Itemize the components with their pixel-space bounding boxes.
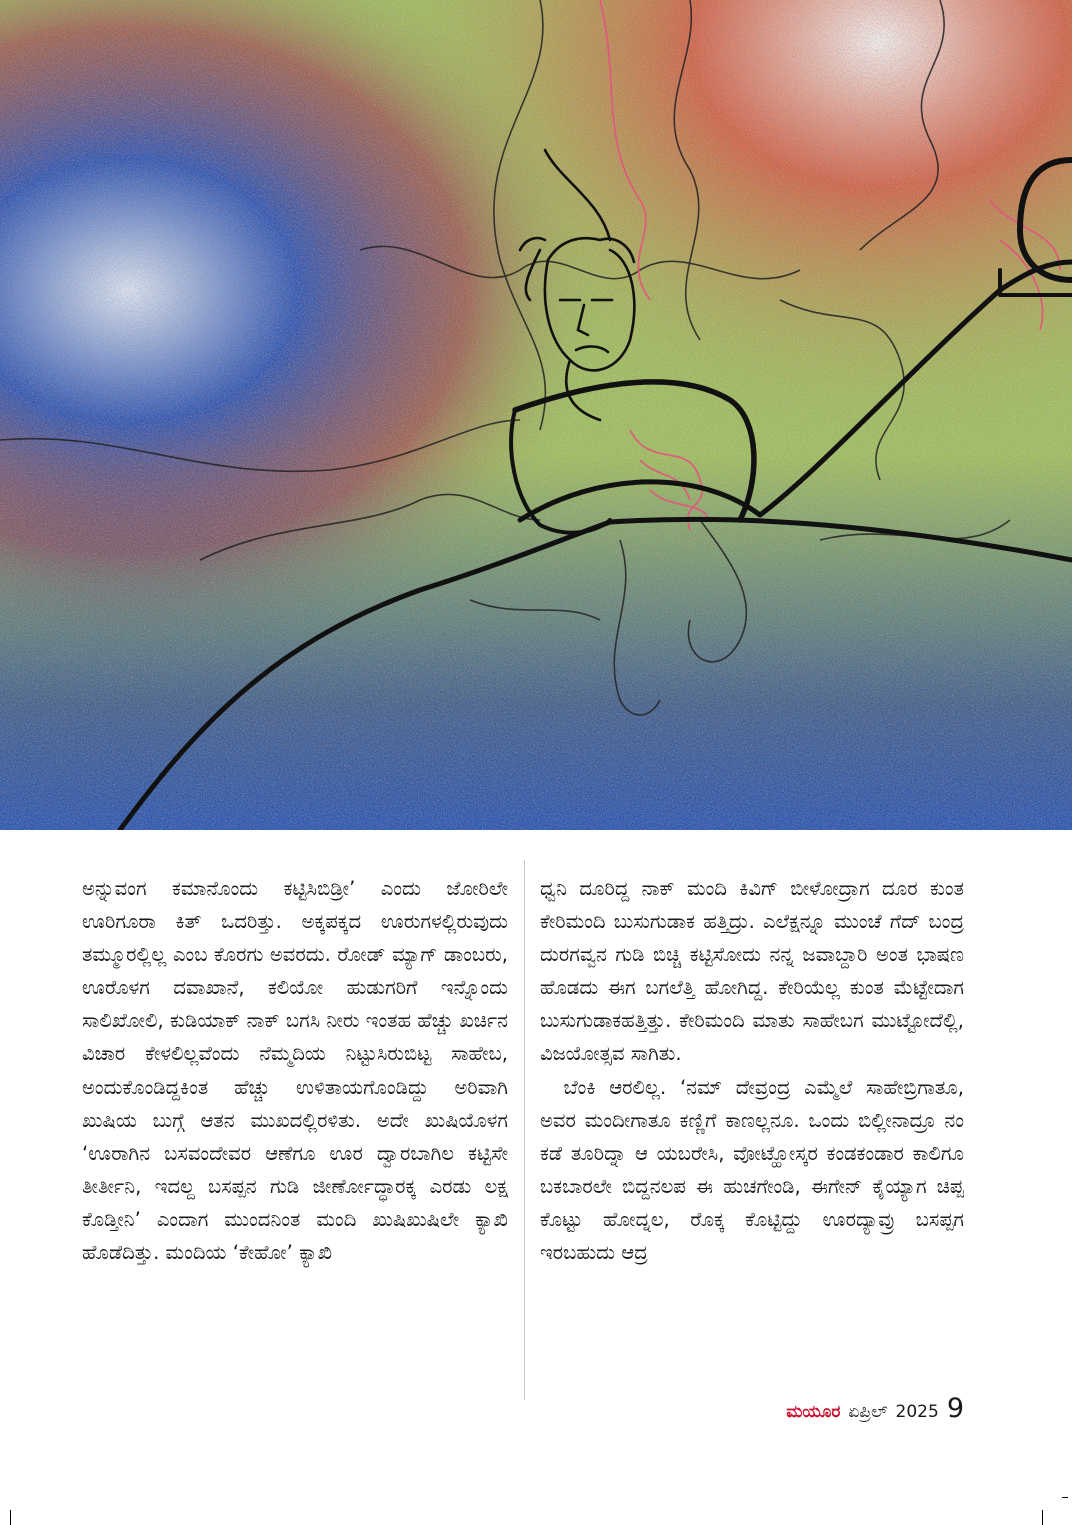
article-paragraph: ಬೆಂಕಿ ಆರಲಿಲ್ಲ. ‘ನಮ್ ದೇವ್ರಂದ್ರ ಎಮ್ಮೆಲೆ ಸಾಹೇಬ್ರಿಗಾತೂ, ಅವರ ಮಂದೀಗಾತೂ ಕಣ್ಣಿಗೆ ಕಾಣಲ್ಲನೂ. ಒಂದು ಬಿಲ್ಲೀನಾದ್ರೂ ನಂ ಕಡೆ ತೂರಿದ್ನಾ ಆ ಯಬರೇಸಿ, ವೋಟ್ಹೋಸ್ಕರ ಕಂಡಕಂಡಾರ ಕಾಲಿಗೂ ಬಕಬಾರಲೇ ಬಿದ್ದನಲಪ ಈ ಹುಚಗೇಂಡಿ, ಈಗೇನ್ ಕೈಯ್ಯಾಗ ಚಿಪ್ಪ ಕೊಟ್ಟು ಹೋದ್ನಲ, ರೊಕ್ಕ ಕೊಟ್ಟಿದ್ದು ಊರದ್ಯಾವ್ರು ಬಸಪ್ಪಗ ಇರಬಹುದು ಆದ್ರ [540, 1075, 964, 1265]
page-number: 9 [946, 1393, 964, 1424]
magazine-brand: ಮಯೂರ [786, 1402, 841, 1422]
article-column-left [82, 872, 508, 1402]
crop-mark [10, 1510, 11, 1525]
crop-mark [1062, 1497, 1068, 1498]
issue-month: ಏಪ್ರಿಲ್ [848, 1402, 888, 1422]
article-paragraph: ಧ್ವನಿ ದೂರಿದ್ದ ನಾಕ್ ಮಂದಿ ಕಿವಿಗ್ ಬೀಳೋದ್ರಾಗ ದೂರ ಕುಂತ ಕೇರಿಮಂದಿ ಬುಸುಗುಡಾಕ ಹತ್ತಿದ್ರು. ಎಲೆಕ್ಷನ್ನೂ ಮುಂಚೆ ಗೆದ್ ಬಂದ್ರ ದುರಗವ್ವನ ಗುಡಿ ಬಿಚ್ಚಿ ಕಟ್ಟಿಸೋದು ನನ್ನ ಜವಾಬ್ದಾರಿ ಅಂತ ಭಾಷಣ ಹೊಡದು ಈಗ ಬಗಲೆತ್ತಿ ಹೋಗಿದ್ದ. ಕೇರಿಯೆಲ್ಲ ಕುಂತ ಮೆಟ್ಟೇದಾಗ ಬುಸುಗುಡಾಕಹತ್ತಿತ್ತು. ಕೇರಿಮಂದಿ ಮಾತು ಸಾಹೇಬಗ ಮುಟ್ಟೋದೆಲ್ಲಿ, ವಿಜಯೋತ್ಸವ ಸಾಗಿತು. [540, 877, 964, 1066]
page-footer [786, 1393, 964, 1433]
column-divider [524, 860, 525, 1400]
issue-year: 2025 [895, 1402, 939, 1422]
article-column-right [540, 872, 964, 1402]
crop-mark [1042, 1510, 1043, 1525]
article-paragraph: ಅನ್ನುವಂಗ ಕಮಾನೊಂದು ಕಟ್ಟಿಸಿಬಿಡ್ರೀ’ ಎಂದು ಜೋರಿಲೇ ಊರಿಗೂರಾ ಕಿತ್ ಒದರಿತ್ತು. ಅಕ್ಕಪಕ್ಕದ ಊರುಗಳಲ್ಲಿರುವುದು ತಮ್ಮೂರಲ್ಲಿಲ್ಲ ಎಂಬ ಕೊರಗು ಅವರದು. ರೋಡ್ ಮ್ಯಾಗ್ ಡಾಂಬರು, ಊರೊಳಗ ದವಾಖಾನೆ, ಕಲಿಯೋ ಹುಡುಗರಿಗೆ ಇನ್ನೊಂದು ಸಾಲಿಖೋಲಿ, ಕುಡಿಯಾಕ್ ನಾಕ್ ಬಗಸಿ ನೀರು ಇಂತಹ ಹೆಚ್ಚು ಖರ್ಚಿನ ವಿಚಾರ ಕೇಳಲಿಲ್ಲವೆಂದು ನೆಮ್ಮದಿಯ ನಿಟ್ಟುಸಿರುಬಿಟ್ಟ ಸಾಹೇಬ, ಅಂದುಕೊಂಡಿದ್ದಕಿಂತ ಹೆಚ್ಚು ಉಳಿತಾಯಗೊಂಡಿದ್ದು ಅರಿವಾಗಿ ಖುಷಿಯ ಬುಗ್ಗೆ ಆತನ ಮುಖದಲ್ಲಿರಳಿತು. ಅದೇ ಖುಷಿಯೊಳಗ ‘ಊರಾಗಿನ ಬಸವಂದೇವರ ಆಣೆಗೂ ಊರ ದ್ವಾರಬಾಗಿಲ ಕಟ್ಟಿಸೇ ತೀರ್ತೀನಿ, ಇದಲ್ದ ಬಸಪ್ಪನ ಗುಡಿ ಜೀರ್ಣೋದ್ಧಾರಕ್ಕ ಎರಡು ಲಕ್ಷ ಕೊಡ್ತೀನಿ’ ಎಂದಾಗ ಮುಂದನಿಂತ ಮಂದಿ ಖುಷಿಖುಷಿಲೇ ಕ್ಯಾಖಿ ಹೊಡೆದಿತ್ತು. ಮಂದಿಯ ‘ಕೇಹೋ’ ಕ್ಯಾಖಿ [82, 877, 508, 1265]
